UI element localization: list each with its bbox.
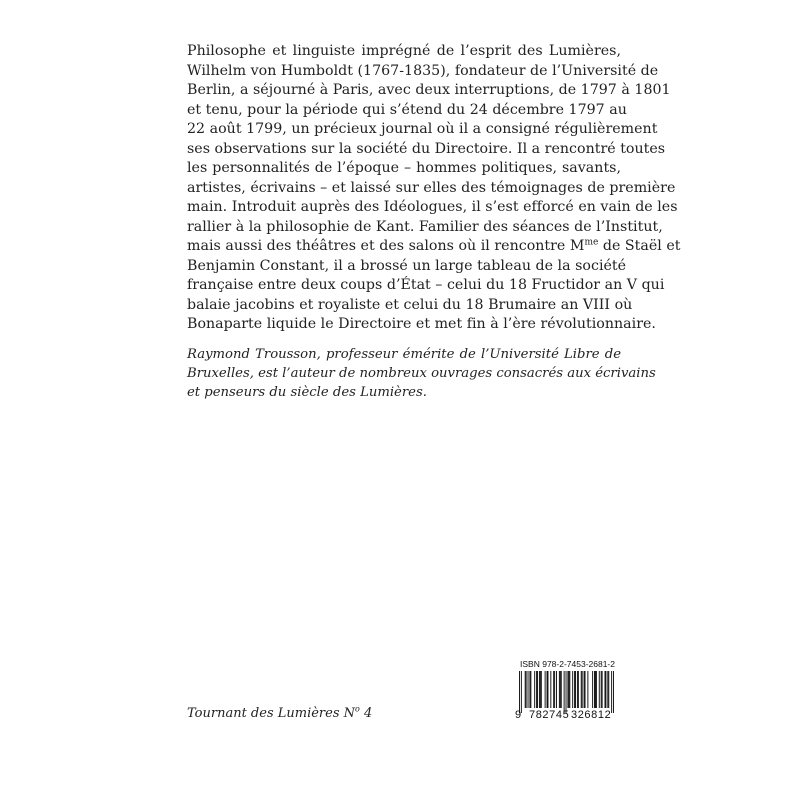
barcode-bar [602,671,603,708]
barcode-bar [568,671,569,708]
barcode-bar [607,671,608,708]
barcode-bar [601,671,602,708]
barcode-bar [525,671,526,708]
barcode-bar [553,671,554,708]
author-note-line: Raymond Trousson, professeur émérite de l’Université Libre de [187,347,621,362]
barcode-bar [584,671,585,708]
barcode-bar [550,671,551,708]
barcode-bar [540,671,541,708]
ean-first-digit: 9 [515,709,522,721]
isbn-barcode [515,659,615,729]
isbn-label: ISBN 978-2-7453-2681-2 [520,659,615,669]
barcode-bar [575,671,576,708]
ean-right-digits: 326812 [571,709,612,721]
barcode-bar [530,671,531,708]
barcode-bar [536,671,537,708]
barcode-bar [541,671,542,708]
barcode-bar [534,671,535,708]
barcode-bar [547,671,548,708]
barcode-bar [556,671,557,708]
blurb-line: artistes, écrivains – et laissé sur elles des témoignages de première [187,179,676,196]
barcode-bar [605,671,606,708]
barcode-bar [529,671,530,708]
ean-left-digits: 782745 [529,709,570,721]
barcode-bar [608,671,609,708]
blurb-line: les personnalités de l’époque – hommes politiques, savants, [187,160,621,176]
barcode-bar [569,671,570,708]
barcode-bar [561,671,562,708]
barcode-bar [537,671,538,708]
blurb-line: mais aussi des théâtres et des salons où il rencontre $M^{me}$ de Staël et [187,237,681,254]
blurb-line: Philosophe et linguiste imprégné de l’esprit des Lumières, [187,43,621,59]
barcode-bar [596,671,597,708]
barcode-bar [521,671,522,713]
blurb-line: 22 août 1799, un précieux journal où il a consigné régulièrement [187,121,658,137]
barcode-bar [564,671,565,713]
author-note-line: Bruxelles, est l’auteur de nombreux ouvrages consacrés aux écrivains [187,366,656,381]
barcode-bar [560,671,561,708]
barcode-bar [548,671,549,708]
blurb-line: française entre deux coups d’État – celui du 18 Fructidor an V qui [187,277,665,293]
barcode-bar [581,671,582,708]
barcode-bar [559,671,560,708]
blurb-line: Benjamin Constant, il a brossé un large tableau de la société [187,257,627,274]
barcode-bar [567,671,568,708]
barcode-bar [592,671,593,708]
blurb-line: balaie jacobins et royaliste et celui du 18 Brumaire an VIII où [187,296,633,313]
barcode-bar [528,671,529,708]
barcode-bar [545,671,546,708]
barcode-bar [519,671,520,713]
barcode-bar [587,671,588,708]
blurb-line: Bonaparte liquide le Directoire et met fin à l’ère révolutionnaire. [187,316,656,332]
barcode-bar [577,671,578,708]
barcode-bar [578,671,579,708]
barcode-bar [594,671,595,708]
barcode-bar [554,671,555,708]
barcode-bars [515,671,615,713]
barcode-bar [605,671,606,708]
barcode-bar [613,671,614,713]
blurb-line: ses observations sur la société du Directoire. Il a rencontré toutes [187,140,666,157]
barcode-bar [572,671,573,708]
barcode-bar [595,671,596,708]
blurb-line: main. Introduit auprès des Idéologues, il s’est efforcé en vain de les [187,199,678,215]
barcode-bar [582,671,583,708]
blurb-line: rallier à la philosophie de Kant. Familier des séances de l’Institut, [187,218,663,235]
barcode-bar [539,671,540,708]
blurb-line: Berlin, a séjourné à Paris, avec deux interruptions, de 1797 à 1801 [187,82,671,98]
barcode-bar [526,671,527,708]
blurb-line: et tenu, pour la période qui s’étend du 24 décembre 1797 au [187,101,627,118]
blurb-line: Wilhelm von Humboldt (1767-1835), fondateur de l’Université de [187,62,659,79]
author-note [187,345,656,402]
back-cover-blurb [187,42,681,335]
ean-digits [515,709,615,723]
barcode-bar [566,671,567,713]
barcode-bar [574,671,575,708]
author-note-line: et penseurs du siècle des Lumières. [187,385,427,400]
barcode-bar [599,671,600,708]
series-label: Tournant des Lumières $N^o$ 4 [187,704,373,721]
barcode-bar [611,671,612,713]
barcode-bar [585,671,586,708]
